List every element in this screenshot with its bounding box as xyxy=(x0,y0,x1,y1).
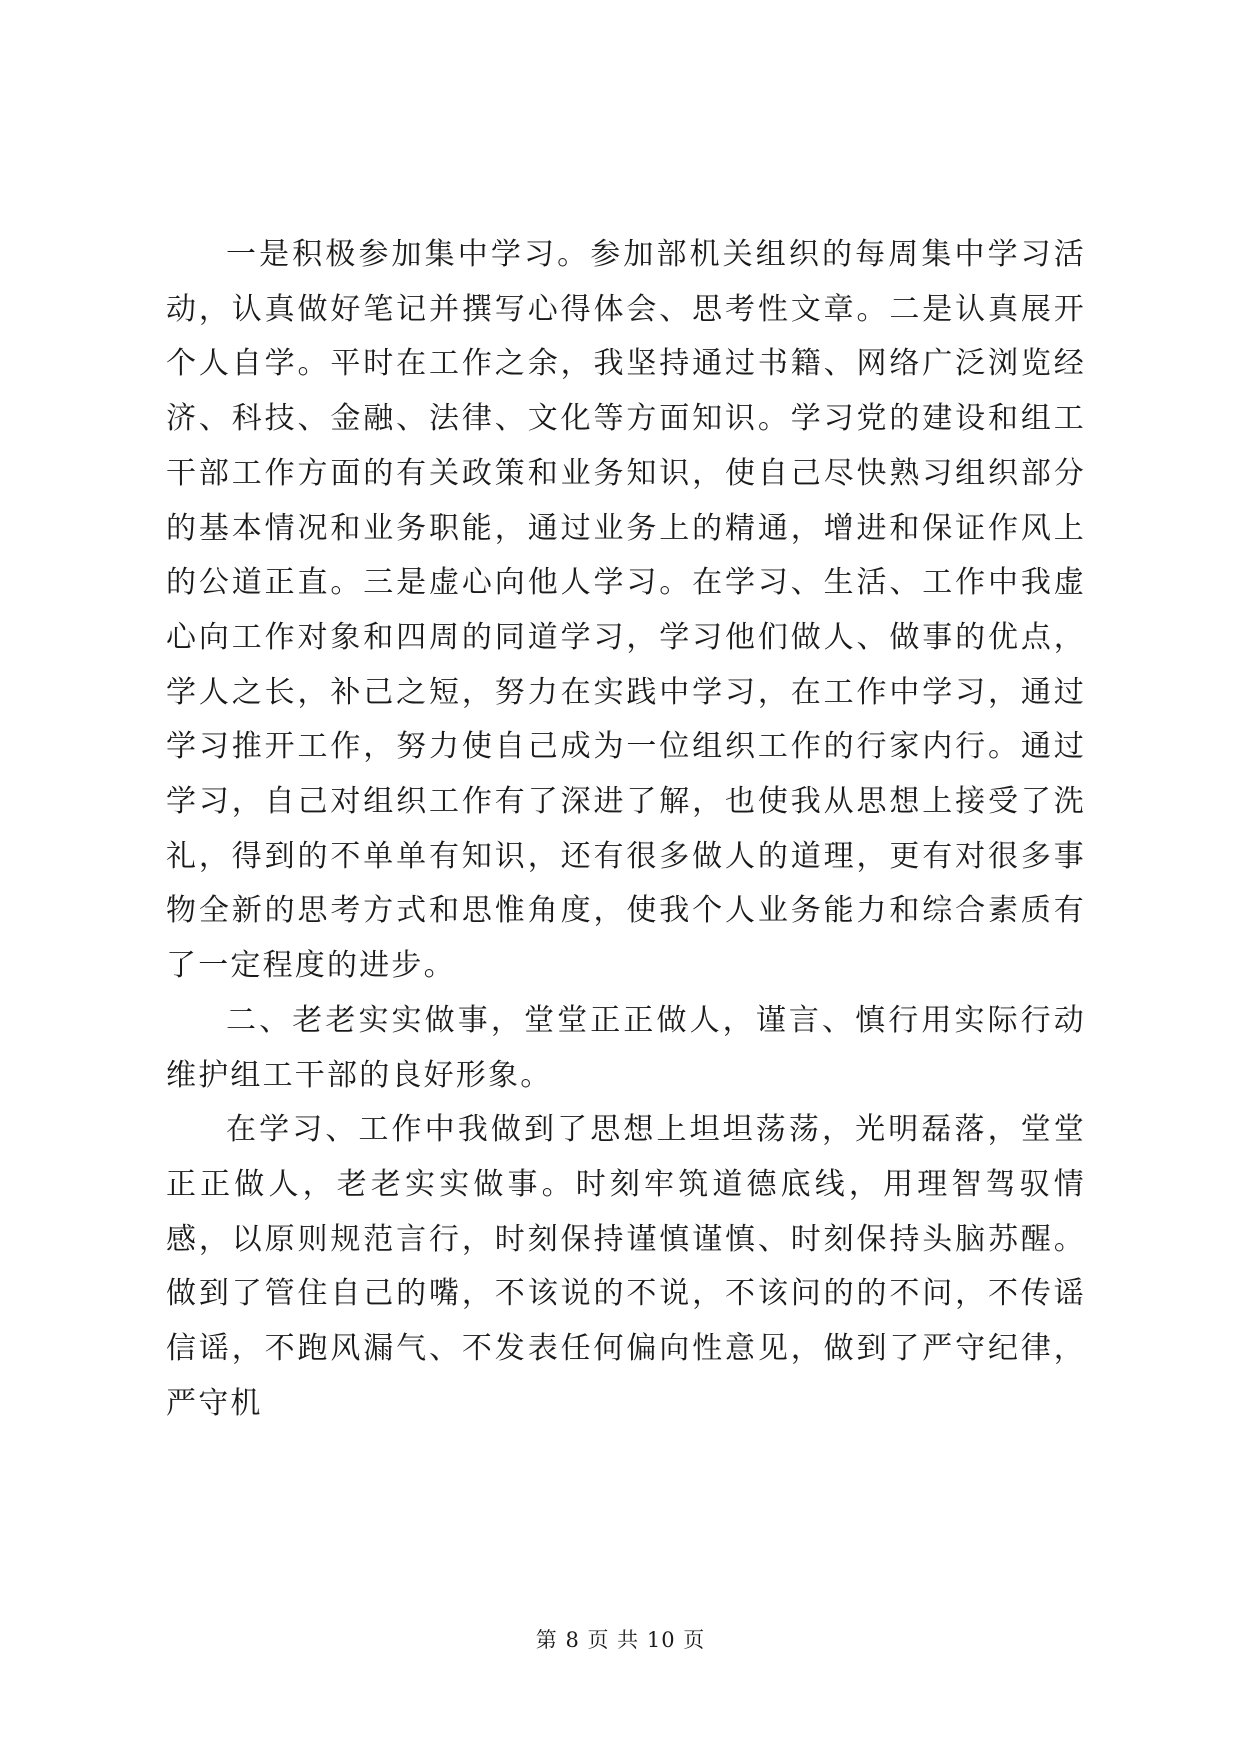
page-number-footer: 第 8 页 共 10 页 xyxy=(535,1628,706,1652)
paragraph-study-methods: 一是积极参加集中学习。参加部机关组织的每周集中学习活动，认真做好笔记并撰写心得体会、思考性文章。二是认真展开个人自学。平时在工作之余，我坚持通过书籍、网络广泛浏览经济、科技、金融、法律、文化等方面知识。学习党的建设和组工干部工作方面的有关政策和业务知识，使自己尽快熟习组织部分的基本情况和业务职能，通过业务上的精通，增进和保证作风上的公道正直。三是虚心向他人学习。在学习、生活、工作中我虚心向工作对象和四周的同道学习，学习他们做人、做事的优点，学人之长，补己之短，努力在实践中学习，在工作中学习，通过学习推开工作，努力使自己成为一位组织工作的行家内行。通过学习，自己对组织工作有了深进了解，也使我从思想上接受了洗礼，得到的不单单有知识，还有很多做人的道理，更有对很多事物全新的思考方式和思惟角度，使我个人业务能力和综合素质有了一定程度的进步。 xyxy=(166,237,1086,984)
paragraph-section-two-heading: 二、老老实实做事，堂堂正正做人，谨言、慎行用实际行动维护组工干部的良好形象。 xyxy=(166,1002,1086,1093)
paragraph-conduct: 在学习、工作中我做到了思想上坦坦荡荡，光明磊落，堂堂正正做人，老老实实做事。时刻牢筑道德底线，用理智驾驭情感，以原则规范言行，时刻保持谨慎谨慎、时刻保持头脑苏醒。做到了管住自己的嘴，不该说的不说，不该问的的不问，不传谣信谣，不跑风漏气、不发表任何偏向性意见，做到了严守纪律，严守机 xyxy=(166,1112,1086,1421)
document-body xyxy=(166,228,1086,1431)
